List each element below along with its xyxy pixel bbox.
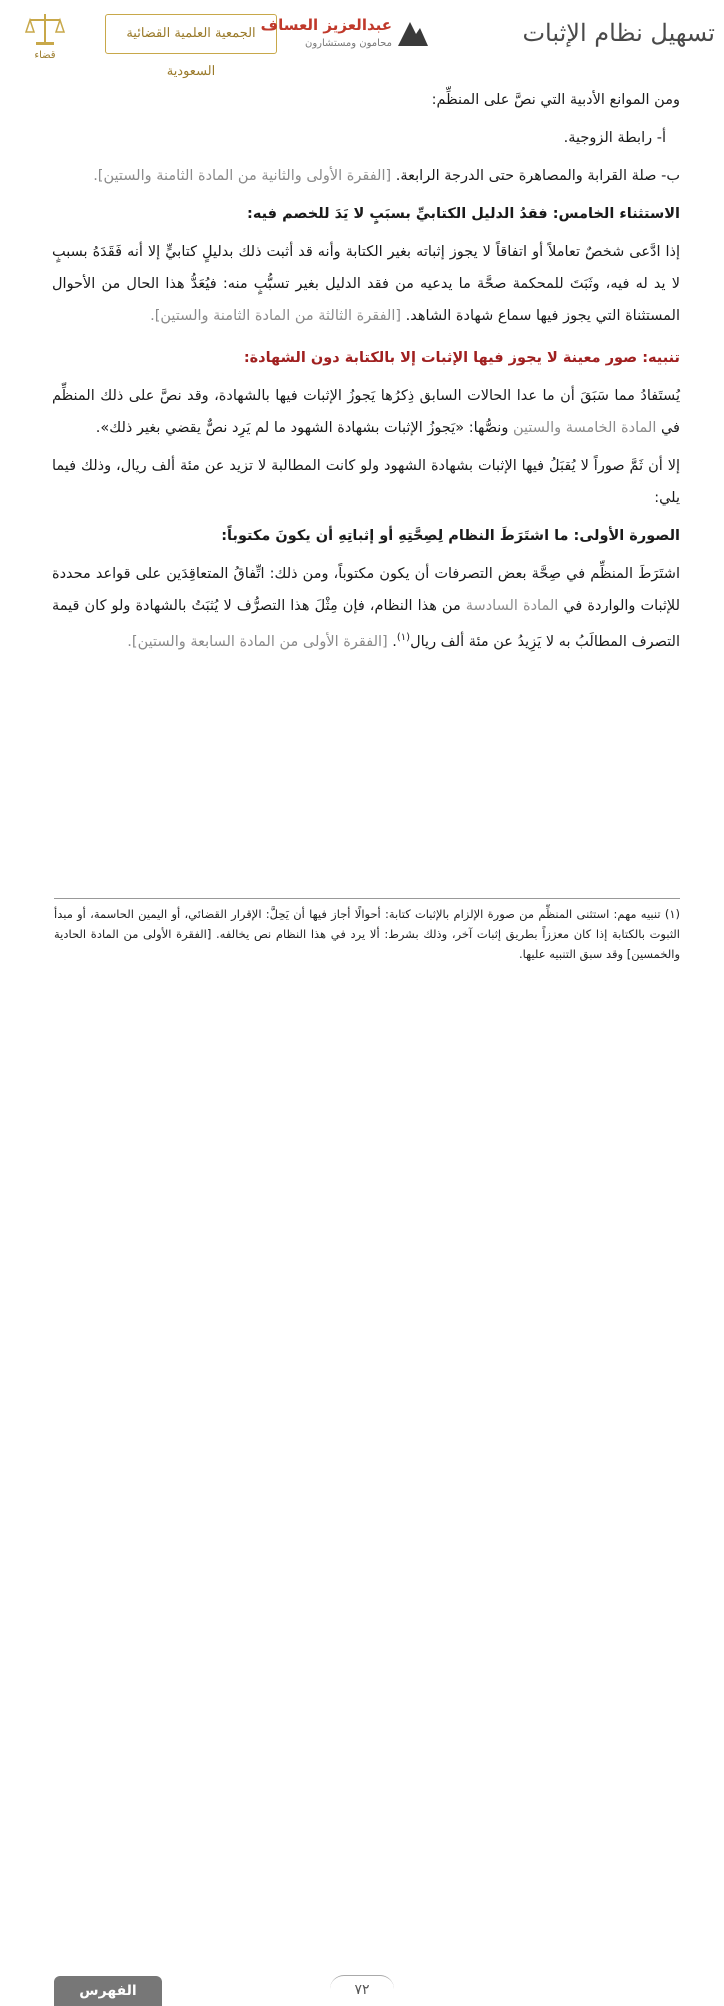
paragraph [52,380,680,444]
page-header [0,0,724,79]
university-logo: الجمعية العلمية القضائية السعودية [105,14,277,54]
firm-tagline: محامون ومستشارون [305,38,392,49]
article-reference: المادة السادسة [465,598,559,614]
article-reference: [الفقرة الأولى من المادة السابعة والستين]. [127,633,388,650]
footnote-divider [54,898,680,899]
paragraph [52,236,680,332]
index-button[interactable]: الفهرس [54,1976,162,2006]
footnote-marker[interactable]: (١) [396,632,411,643]
paragraph-text: . [387,633,397,650]
law-firm-logo [260,8,430,58]
paragraph-text: من هذا النظام، فإن مِثْلَ هذا التصرُّف لا يُثبَتُ بالشهادة ولو كان قيمة التصرف المطالَبُ به لا يَزِيدُ عن مئة ألف ريال [52,598,680,650]
paragraph-text: إذا ادَّعى شخصٌ تعاملاً أو اتفاقاً لا يجوز إثباته بغير الكتابة وأنه قد أثبت ذلك بدليلٍ كتابيٍّ إلا أنه فَقَدَهُ بسببٍ لا يد له فيه، وثَبَتَ للمحكمة صحَّة ما يدعيه من فقد الدليل بغير تسبُّبٍ منه: فيُعَدُّ هذا الحال من الأحوال المستثناة التي يجوز فيها سماع شهادة الشاهد. [52,244,680,324]
paragraph-text: اشتَرَطَ المنظِّم في صِحَّة بعض التصرفات أن يكون مكتوباً، ومن ذلك: اتِّفاقُ المتعاقِدَين على قواعد محددة للإثبات والواردة في [52,566,681,614]
page-footer [0,985,724,1999]
page-body [52,84,680,664]
list-item-text: ب- صلة القرابة والمصاهرة حتى الدرجة الرابعة. [391,168,680,184]
article-reference: [الفقرة الثالثة من المادة الثامنة والستين]. [150,308,402,324]
paragraph [52,558,680,658]
list-item: أ- رابطة الزوجية. [563,130,666,146]
firm-name: عبدالعزيز العساف [260,16,392,34]
mountain-icon [396,16,430,50]
article-reference: المادة الخامسة والستين [512,420,657,436]
fadaa-logo [20,8,70,61]
article-reference: [الفقرة الأولى والثانية من المادة الثامنة والستين]. [93,168,392,184]
paragraph-text: يُستَفادُ مما سَبَقَ أن ما عدا الحالات السابق ذِكرُها يَجوزُ الإثبات فيها بالشهادة، وقد نصَّ على ذلك المنظِّم في [52,388,680,436]
footnote: (١) تنبيه مهم: استثنى المنظِّم من صورة الإلزام بالإثبات كتابة: أحوالًا أجاز فيها أن يَحِلَّ: الإقرار القضائي، أو اليمين الحاسمة، أو مبدأ الثبوت بالكتابة إذا كان معززاً بطريق إثبات آخر، وذلك بشرط: ألا يرد في هذا النظام نص يخالفه. [الفقرة الأولى من المادة الحادية والخمسين] وقد سبق التنبيه عليها. [54,907,680,961]
section-heading: الاستثناء الخامس: فقدُ الدليل الكتابيِّ بسبَبٍ لا يَدَ للخصم فيه: [247,206,680,222]
section-heading: الصورة الأولى: ما اشتَرَطَ النظام لِصِحَّتِهِ أو إثباتِهِ أن يكونَ مكتوباً: [221,528,680,544]
page-number: ٧٢ [330,1975,394,2004]
fadaa-label: قضاء [34,50,56,61]
list-item [52,160,680,192]
paragraph: ومن الموانع الأدبية التي نصَّ على المنظِّم: [431,92,680,108]
book-title-logo: تسهيل نظام الإثبات [522,19,715,47]
notice-heading: تنبيه: صور معينة لا يجوز فيها الإثبات إلا بالكتابة دون الشهادة: [243,350,680,366]
paragraph: إلا أن ثَمَّ صوراً لا يُقبَلُ فيها الإثبات بشهادة الشهود ولو كانت المطالبة لا تزيد عن مئة ألف ريال، وذلك فيما يلي: [52,458,680,506]
paragraph-text: ونصُّها: «يَجوزُ الإثبات بشهادة الشهود ما لم يَرِد نصٌّ يقضي بغير ذلك». [95,420,513,436]
